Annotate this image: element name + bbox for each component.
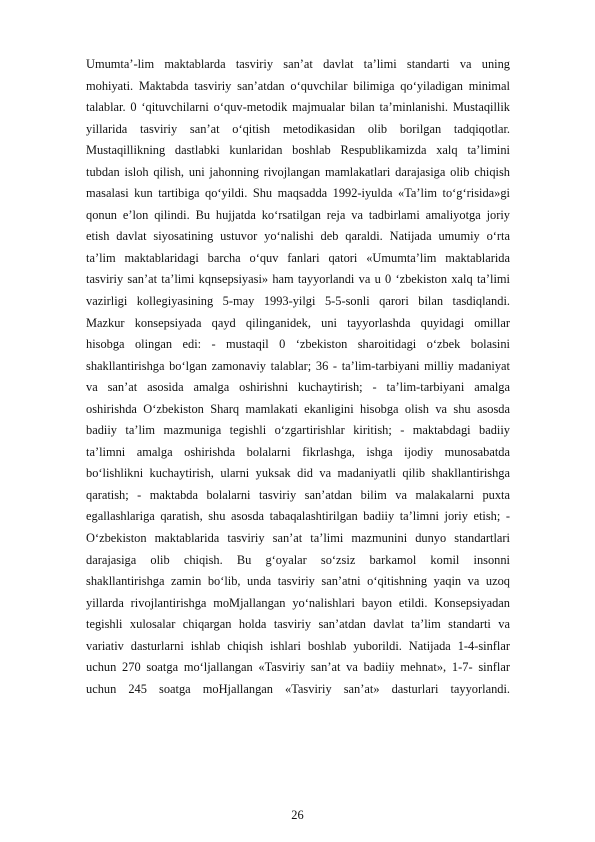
text-line: darajasiga olib chiqish. Bu g‘oyalar so‘zsiz barkamol komil insonni [86, 552, 510, 567]
text-line: tasviriy san’at ta’limi kqnsepsiyasi» ham tayyorlandi va u 0 ‘zbekiston xalq ta’limi [86, 272, 510, 287]
text-line: qaratish; - maktabda bolalarni tasviriy san’atdan bilim va malakalarni puxta [86, 487, 510, 502]
text-line: shakllantirishga bo‘lgan zamonaviy talablar; 36 - ta’lim-tarbiyani milliy madaniyat [86, 358, 510, 373]
text-line: Mustaqillikning dastlabki kunlaridan boshlab Respublikamizda xalq ta’limini [86, 143, 510, 158]
body-paragraph [86, 54, 510, 700]
text-line: yillarda rivojlantirishga moMjallangan yo‘nalishlari bayon etildi. Konsepsiyadan [86, 595, 510, 610]
text-line: uchun 245 soatga moHjallangan «Tasviriy san’at» dasturlari tayyorlandi. [86, 681, 510, 696]
text-line: ta’lim maktablaridagi barcha o‘quv fanlari qatori «Umumta’lim maktablarida [86, 250, 510, 265]
text-line: oshirishda O‘zbekiston Sharq mamlakati ekanligini hisobga olish va shu asosda [86, 401, 510, 416]
text-line: yillarida tasviriy san’at o‘qitish metodikasidan olib borilgan tadqiqotlar. [86, 121, 510, 136]
text-line: tegishli xulosalar chiqargan holda tasviriy san’atdan davlat ta’lim standarti va [86, 617, 510, 632]
text-line: tubdan isloh qilish, uni jahonning rivojlangan mamlakatlari darajasiga olib chiqish [86, 164, 510, 179]
text-line: uchun 270 soatga mo‘ljallangan «Tasviriy san’at va badiiy mehnat», 1-7- sinflar [86, 660, 510, 675]
text-line: Mazkur konsepsiyada qayd qilinganidek, uni tayyorlashda quyidagi omillar [86, 315, 510, 330]
text-line: vazirligi kollegiyasining 5-may 1993-yilgi 5-5-sonli qarori bilan tasdiqlandi. [86, 294, 510, 309]
text-line: hisobga olingan edi: - mustaqil 0 ‘zbekiston sharoitidagi o‘zbek bolasini [86, 337, 510, 352]
text-line: variativ dasturlarni ishlab chiqish ishlari boshlab yuborildi. Natijada 1-4-sinflar [86, 638, 510, 653]
page-number: 26 [291, 808, 304, 822]
text-line: etish davlat siyosatining ustuvor yo‘nalishi deb qaraldi. Natijada umumiy o‘rta [86, 229, 510, 244]
text-line: masalasi kun tartibiga qo‘yildi. Shu maqsadda 1992-iyulda «Ta’lim to‘g‘risida»gi [86, 186, 510, 201]
text-line: mohiyati. Maktabda tasviriy san’atdan o‘quvchilar bilimiga qo‘yiladigan minimal [86, 78, 510, 93]
text-line: O‘zbekiston maktablarida tasviriy san’at ta’limi mazmunini dunyo standartlari [86, 531, 510, 546]
text-line: bo‘lishlikni kuchaytirish, ularni yuksak did va madaniyatli qilib shakllantirishga [86, 466, 510, 481]
text-line: va san’at asosida amalga oshirishni kuchaytirish; - ta’lim-tarbiyani amalga [86, 380, 510, 395]
text-line: qonun e’lon qilindi. Bu hujjatda ko‘rsatilgan reja va tadbirlami amaliyotga joriy [86, 207, 510, 222]
text-line: Umumta’-lim maktablarda tasviriy san’at davlat ta’limi standarti va uning [86, 57, 510, 71]
text-line: egallashlariga qaratish, shu asosda tabaqalashtirilgan badiiy ta’limni joriy etish; - [86, 509, 510, 524]
text-line: badiiy ta’lim mazmuniga tegishli o‘zgartirishlar kiritish; - maktabdagi badiiy [86, 423, 510, 438]
text-line: ta’limni amalga oshirishda bolalarni fikrlashga, ishga ijodiy munosabatda [86, 444, 510, 459]
text-line: talablar. 0 ‘qituvchilarni o‘quv-metodik majmualar bilan ta’minlanishi. Mustaqillik [86, 100, 510, 115]
text-line: shakllantirishga zamin bo‘lib, unda tasviriy san’atni o‘qitishning yaqin va uzoq [86, 574, 510, 589]
